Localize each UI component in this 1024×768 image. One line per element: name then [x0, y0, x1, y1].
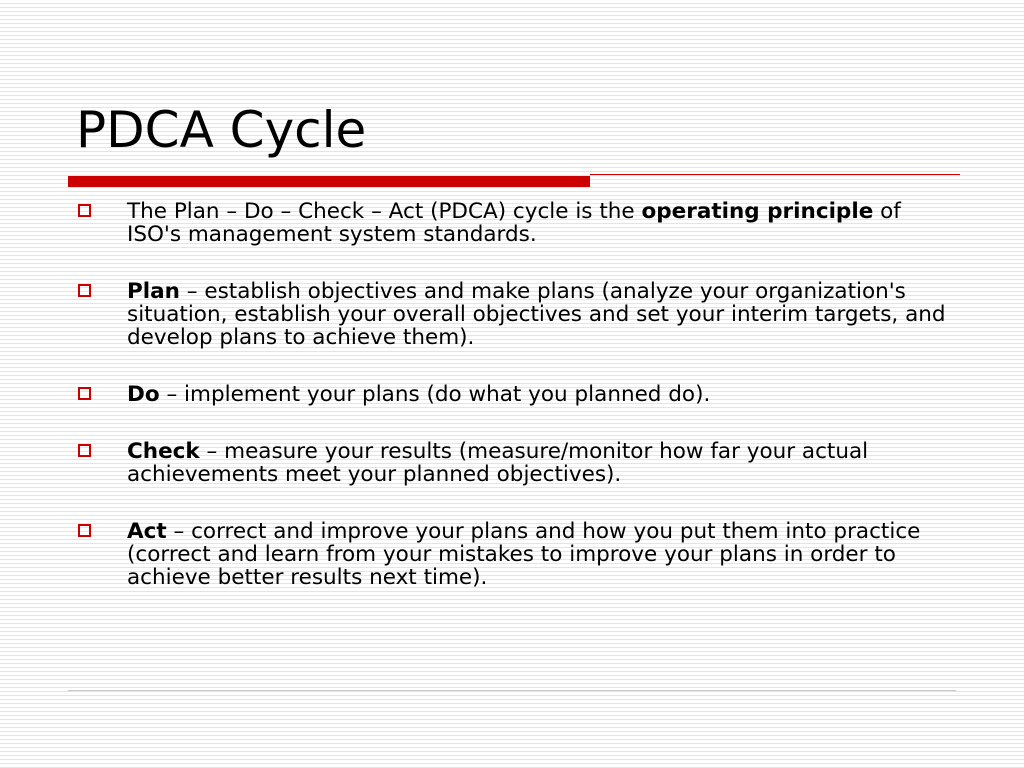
bullet-bold-text: operating principle: [641, 199, 874, 224]
slide-title: PDCA Cycle: [76, 101, 367, 159]
bullet-trail-text: – implement your plans (do what you planned do).: [159, 382, 711, 407]
bullet-trail-text: – establish objectives and make plans (analyze your organization's situation, establish your overall objectives and set your interim targets, and develop plans to achieve them).: [127, 279, 946, 350]
footer-divider: [68, 690, 956, 691]
bullet-trail-text: – correct and improve your plans and how you put them into practice (correct and learn from your mistakes to improve your plans in order to achieve better results next time).: [127, 519, 921, 590]
hollow-square-bullet-icon: [78, 524, 91, 537]
bullet-lead-text: The Plan – Do – Check – Act (PDCA) cycle is the: [127, 199, 642, 224]
bullet-item-do: [76, 383, 956, 406]
hollow-square-bullet-icon: [78, 204, 91, 217]
bullet-bold-text: Plan: [127, 279, 180, 304]
bullet-list: [76, 200, 956, 623]
bullet-item-pdca-intro: [76, 200, 956, 246]
bullet-bold-text: Act: [127, 519, 167, 544]
hollow-square-bullet-icon: [78, 284, 91, 297]
hollow-square-bullet-icon: [78, 444, 91, 457]
bullet-item-act: [76, 520, 956, 589]
bullet-bold-text: Check: [127, 439, 200, 464]
bullet-bold-text: Do: [127, 382, 160, 407]
title-underline-thick: [68, 176, 590, 187]
bullet-trail-text: – measure your results (measure/monitor how far your actual achievements meet your planned objectives).: [127, 439, 869, 487]
hollow-square-bullet-icon: [78, 387, 91, 400]
bullet-item-check: [76, 440, 956, 486]
bullet-trail-text: of ISO's management system standards.: [127, 199, 901, 247]
bullet-item-plan: [76, 280, 956, 349]
title-underline-thin: [590, 174, 960, 175]
